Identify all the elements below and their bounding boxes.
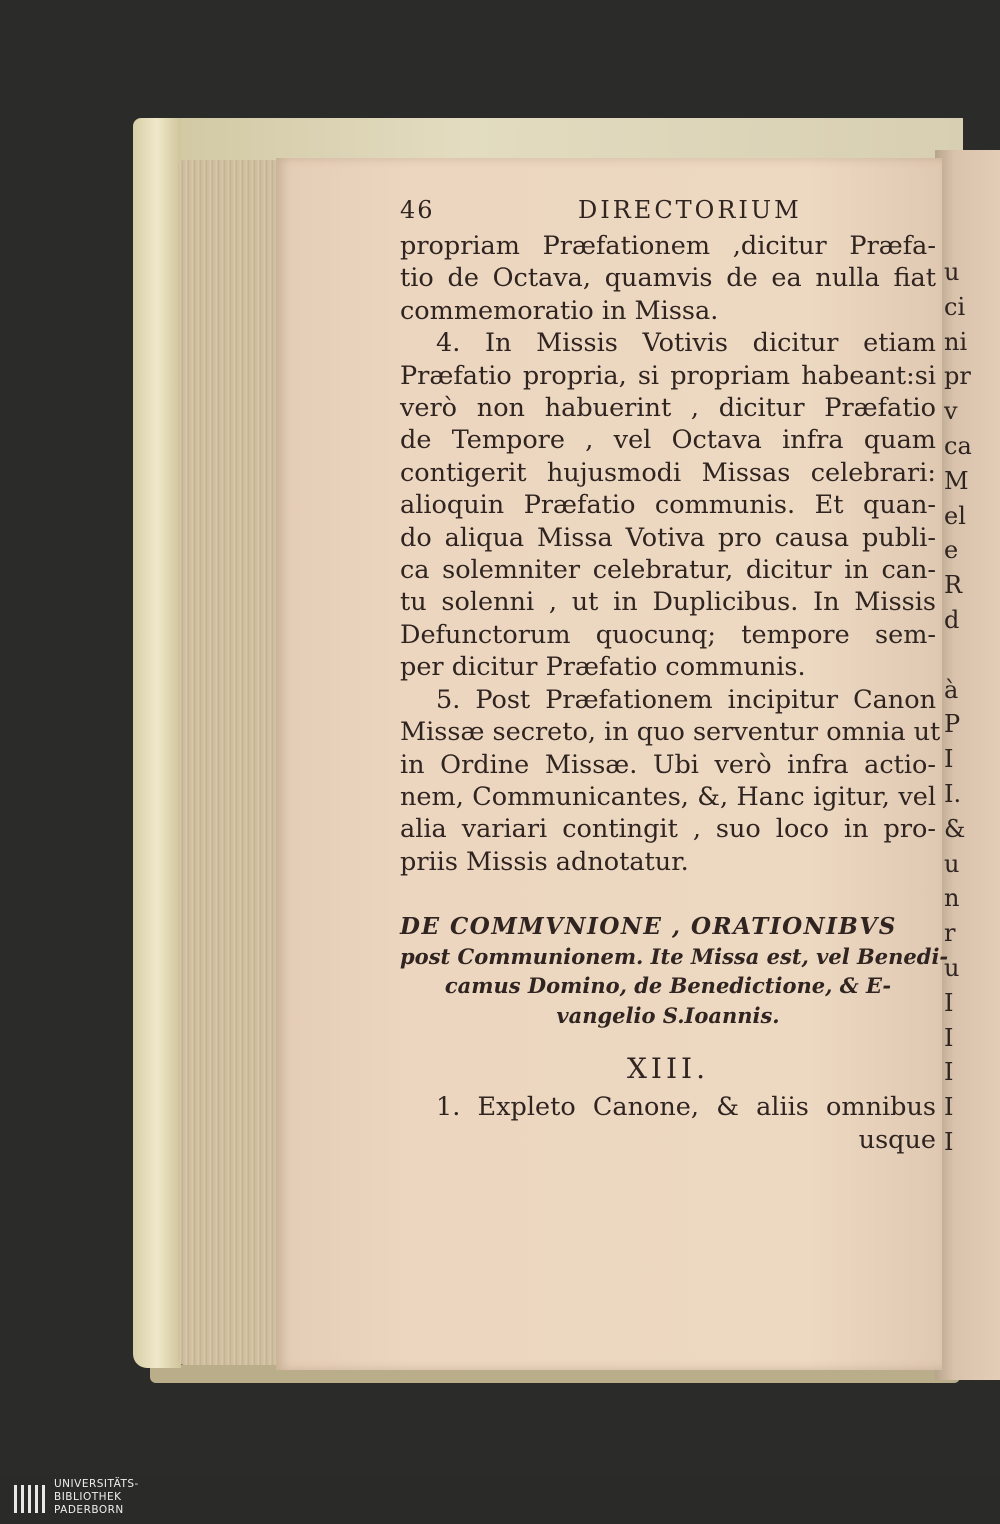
facing-page-fragment: I xyxy=(944,745,954,774)
text-line: 5. Post Præfationem incipitur Canon xyxy=(436,684,936,715)
text-line: verò non habuerint , dicitur Præfatio xyxy=(400,393,936,424)
book-spine xyxy=(133,118,181,1368)
text-line: commemoratio in Missa. xyxy=(400,295,719,326)
heading-line: post Communionem. Ite Missa est, vel Benedi- xyxy=(400,943,949,969)
text-line: per dicitur Præfatio communis. xyxy=(400,652,806,683)
section-text xyxy=(400,1091,936,1156)
text-line: do aliqua Missa Votiva pro causa publi- xyxy=(400,522,936,553)
running-title: DIRECTORIUM xyxy=(578,196,802,224)
text-line: 1. Expleto Canone, & aliis omnibus xyxy=(436,1092,936,1123)
facing-page-fragment: I xyxy=(944,988,954,1017)
facing-page-fragment: I xyxy=(944,1058,954,1087)
library-footer xyxy=(0,1474,1000,1524)
text-line: tu solenni , ut in Duplicibus. In Missis xyxy=(400,587,936,618)
facing-page-fragment: e xyxy=(944,536,959,565)
facing-page-fragment: u xyxy=(944,953,960,982)
heading-line: vangelio S.Ioannis. xyxy=(556,1002,780,1028)
facing-page-fragment: u xyxy=(944,258,960,286)
catchword: usque xyxy=(858,1124,936,1155)
page-text xyxy=(400,190,949,1156)
heading-line: camus Domino, de Benedictione, & E- xyxy=(444,973,892,999)
library-logo-icon xyxy=(14,1485,46,1513)
left-page xyxy=(276,158,949,1370)
facing-page-fragment: n xyxy=(944,884,960,913)
facing-page-text xyxy=(944,255,1000,1160)
facing-page-fragment: pr xyxy=(944,362,971,391)
text-line: nem, Communicantes, &, Hanc igitur, vel xyxy=(400,781,936,812)
facing-page-fragment: u xyxy=(944,849,960,878)
facing-page-fragment: r xyxy=(944,919,956,948)
facing-page-fragment: ci xyxy=(944,292,966,321)
section-heading xyxy=(400,912,949,1030)
heading-line: DE COMMVNIONE , ORATIONIBVS xyxy=(400,913,897,941)
page-number: 46 xyxy=(400,196,435,224)
facing-page-fragment: & xyxy=(944,814,966,843)
facing-page-fragment: à xyxy=(944,675,959,704)
text-line: in Ordine Missæ. Ubi verò infra actio- xyxy=(400,749,936,780)
page-edges xyxy=(178,160,288,1365)
text-line: priis Missis adnotatur. xyxy=(400,846,689,877)
text-line: 4. In Missis Votivis dicitur etiam xyxy=(436,328,936,359)
text-line: ca solemniter celebratur, dicitur in can- xyxy=(400,555,936,586)
facing-page-fragment xyxy=(944,638,1000,673)
text-line: alia variari contingit , suo loco in pro- xyxy=(400,814,936,845)
facing-page-fragment: R xyxy=(944,571,963,600)
facing-page-fragment: M xyxy=(944,466,969,495)
text-line: Missæ secreto, in quo serventur omnia ut xyxy=(400,717,941,748)
facing-page-fragment: I xyxy=(944,1127,954,1156)
facing-page-fragment: d xyxy=(944,605,960,634)
text-line: Defunctorum quocunq; tempore sem- xyxy=(400,619,936,650)
text-line: alioquin Præfatio communis. Et quan- xyxy=(400,490,936,521)
library-name-line: UNIVERSITÄTS- xyxy=(54,1478,139,1490)
facing-page-fragment: P xyxy=(944,710,961,739)
text-line: contigerit hujusmodi Missas celebrari: xyxy=(400,457,936,488)
page-header xyxy=(400,190,936,226)
text-line: Præfatio propria, si propriam habeant:si xyxy=(400,360,936,391)
facing-page-fragment: I xyxy=(944,1093,954,1122)
text-line: propriam Præfationem ,dicitur Præfa- xyxy=(400,231,936,261)
facing-page-fragment: el xyxy=(944,501,966,530)
text-line: de Tempore , vel Octava infra quam xyxy=(400,425,936,456)
facing-page-fragment: ca xyxy=(944,431,972,460)
library-name-line: BIBLIOTHEK xyxy=(54,1491,122,1503)
library-name xyxy=(54,1478,139,1517)
facing-page-fragment: I. xyxy=(944,779,962,808)
library-name-line: PADERBORN xyxy=(54,1504,124,1516)
facing-page-fragment: v xyxy=(944,397,958,426)
section-numeral: XIII. xyxy=(626,1052,709,1086)
body-text xyxy=(400,230,941,878)
facing-page-fragment: I xyxy=(944,1023,954,1052)
facing-page-fragment: ni xyxy=(944,327,968,356)
text-line: tio de Octava, quamvis de ea nulla fiat xyxy=(400,263,936,294)
